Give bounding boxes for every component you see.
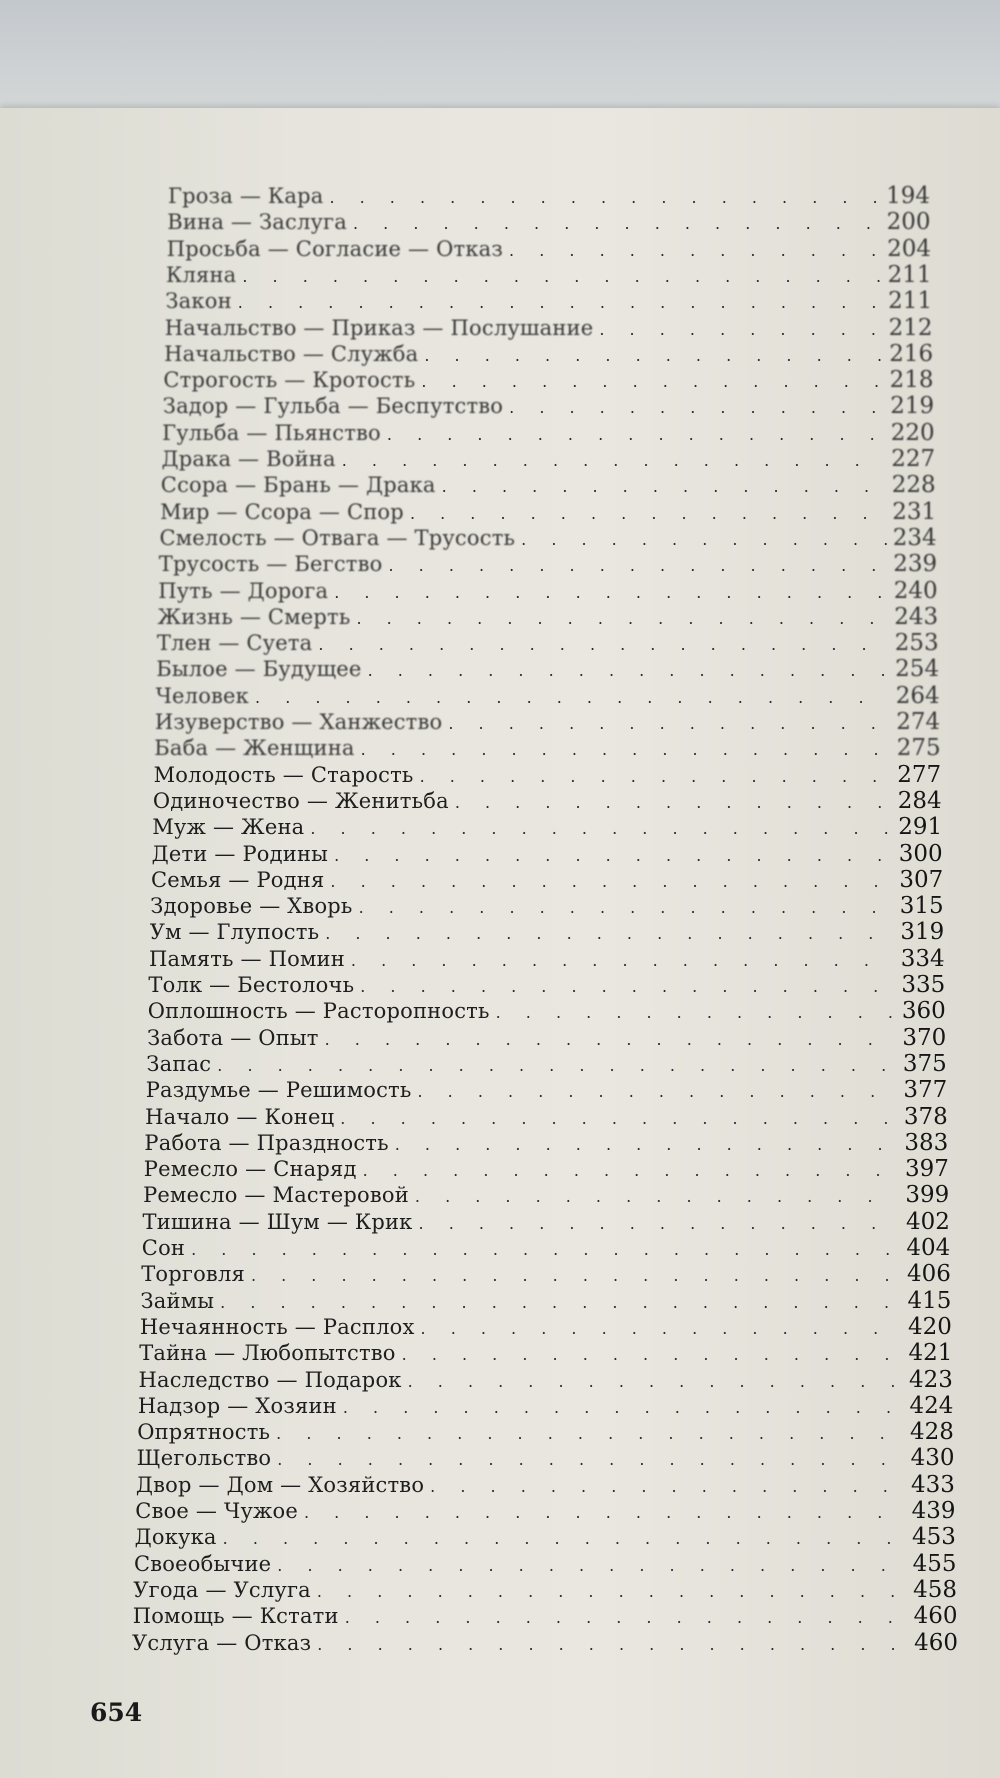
toc-entry <box>132 1630 958 1654</box>
toc-entry-page-number: 291 <box>898 814 943 841</box>
toc-entry-page-number: 275 <box>896 735 941 762</box>
toc-entry-page-number: 254 <box>895 656 940 683</box>
toc-entry-title: Щегольство <box>136 1446 272 1471</box>
toc-entry-page-number: 253 <box>894 630 939 657</box>
dot-leader <box>310 819 892 838</box>
toc-entry <box>164 341 933 365</box>
toc-entry <box>168 183 930 207</box>
dot-leader <box>343 1398 904 1417</box>
table-of-contents <box>0 108 1000 1778</box>
dot-leader <box>318 635 888 654</box>
toc-entry-title: Забота — Опыт <box>147 1025 319 1050</box>
toc-entry-page-number: 277 <box>897 761 942 788</box>
toc-entry <box>154 735 941 762</box>
book-page <box>0 108 1000 1778</box>
dot-leader <box>220 1293 901 1312</box>
dot-leader <box>455 793 892 812</box>
dot-leader <box>329 188 880 207</box>
toc-entry-title: Строгость — Кротость <box>163 368 416 393</box>
toc-entry-title: Торговля <box>141 1262 245 1287</box>
toc-entry-page-number: 274 <box>896 709 941 735</box>
toc-entry <box>143 1209 950 1233</box>
toc-entry <box>144 1130 948 1154</box>
toc-entry <box>140 1314 952 1338</box>
toc-entry-page-number: 315 <box>899 893 944 920</box>
toc-entry <box>165 288 933 315</box>
toc-entry <box>141 1288 952 1312</box>
toc-entry-title: Помощь — Кстати <box>132 1604 339 1629</box>
toc-entry <box>153 788 942 812</box>
toc-entry-title: Тишина — Шум — Крик <box>142 1209 413 1234</box>
dot-leader <box>521 530 887 549</box>
toc-entry-title: Своеобычие <box>134 1551 272 1576</box>
toc-entry-page-number: 264 <box>895 682 940 709</box>
dot-leader <box>361 740 891 759</box>
toc-entry-page-number: 231 <box>892 498 937 525</box>
toc-entry-page-number: 240 <box>893 577 938 604</box>
dot-leader <box>363 1161 899 1180</box>
toc-entry-title: Опрятность <box>137 1420 271 1445</box>
toc-entry <box>141 1261 951 1288</box>
dot-leader <box>402 1345 903 1364</box>
toc-entry-title: Изуверство — Ханжество <box>154 710 443 734</box>
toc-entry-page-number: 458 <box>913 1576 957 1603</box>
toc-entry-title: Молодость — Старость <box>153 762 414 787</box>
toc-entry-page-number: 219 <box>890 393 935 420</box>
toc-entry-page-number: 421 <box>908 1340 953 1367</box>
toc-entry-title: Былое — Будущее <box>156 657 362 682</box>
dot-leader <box>387 425 885 444</box>
toc-entry-page-number: 234 <box>892 524 937 551</box>
toc-entry-title: Тайна — Любопытство <box>139 1341 396 1366</box>
toc-entry-title: Муж — Жена <box>152 815 305 840</box>
toc-entry-title: Жизнь — Смерть <box>157 604 351 629</box>
toc-entry-page-number: 455 <box>912 1550 957 1577</box>
dot-leader <box>334 846 893 865</box>
toc-entry <box>133 1577 957 1601</box>
toc-entry-title: Человек <box>155 683 250 708</box>
toc-entry <box>158 578 938 602</box>
dot-leader <box>356 609 888 628</box>
toc-entry-title: Мир — Ссора — Спор <box>160 499 404 524</box>
dot-leader <box>418 1082 898 1101</box>
toc-entry <box>136 1445 955 1472</box>
dot-leader <box>415 1187 899 1206</box>
toc-entry-page-number: 194 <box>886 183 930 209</box>
toc-entry <box>145 1077 948 1104</box>
toc-entry-title: Гроза — Кара <box>168 184 324 208</box>
toc-entry-page-number: 424 <box>909 1392 954 1419</box>
toc-entry <box>162 420 935 444</box>
toc-entry-page-number: 239 <box>893 551 938 578</box>
toc-entry-page-number: 375 <box>902 1050 947 1077</box>
toc-entry-title: Запас <box>146 1051 212 1076</box>
dot-leader <box>317 1635 908 1654</box>
toc-entry-title: Двор — Дом — Хозяйство <box>135 1472 425 1497</box>
dot-leader <box>351 951 895 970</box>
toc-entry-title: Займы <box>140 1288 215 1313</box>
dot-leader <box>217 1056 897 1075</box>
toc-entry-title: Докука <box>134 1525 217 1550</box>
toc-entry-title: Наследство — Подарок <box>138 1367 402 1392</box>
toc-entry-title: Угода — Услуга <box>133 1577 311 1602</box>
toc-entry-title: Задор — Гульба — Беспутство <box>162 394 504 419</box>
dot-leader <box>340 1109 898 1128</box>
toc-entry <box>139 1367 953 1391</box>
toc-entry-page-number: 460 <box>913 1603 958 1630</box>
toc-entry-page-number: 218 <box>889 367 934 394</box>
toc-entry-page-number: 360 <box>901 998 946 1025</box>
toc-entry-page-number: 404 <box>906 1235 951 1261</box>
toc-entry <box>160 525 937 549</box>
toc-entry-title: Надзор — Хозяин <box>137 1393 337 1418</box>
toc-entry <box>143 1156 949 1183</box>
toc-entry-title: Тлен — Суета <box>156 631 313 656</box>
dot-leader <box>277 1450 904 1469</box>
toc-entry-page-number: 377 <box>903 1077 948 1104</box>
toc-entry-page-number: 439 <box>911 1498 956 1524</box>
toc-entry-page-number: 211 <box>887 261 932 288</box>
dot-leader <box>419 1214 900 1233</box>
toc-entry-page-number: 227 <box>891 446 936 472</box>
dot-leader <box>368 661 890 680</box>
dot-leader <box>276 1424 904 1443</box>
toc-entry <box>132 1603 958 1630</box>
toc-entry <box>147 1025 946 1049</box>
toc-entry-title: Смелость — Отвага — Трусость <box>159 525 516 550</box>
toc-entry-page-number: 420 <box>907 1313 952 1340</box>
toc-entry <box>155 709 940 733</box>
dot-leader <box>424 346 883 365</box>
toc-entry-page-number: 335 <box>901 972 946 998</box>
toc-entry-page-number: 433 <box>910 1471 955 1498</box>
toc-entry-page-number: 220 <box>890 419 935 446</box>
dot-leader <box>509 398 884 417</box>
toc-entry-page-number: 406 <box>906 1261 951 1288</box>
toc-entry <box>166 262 932 286</box>
dot-leader <box>191 1240 900 1259</box>
toc-entry-title: Начальство — Приказ — Послушание <box>164 315 594 340</box>
toc-entry-title: Толк — Бестолочь <box>148 973 355 997</box>
toc-entry <box>138 1393 954 1417</box>
dot-leader <box>421 372 883 391</box>
dot-leader <box>353 214 881 233</box>
toc-entry-title: Вина — Заслуга <box>167 210 347 235</box>
dot-leader <box>334 583 888 602</box>
toc-entry <box>152 814 943 841</box>
dot-leader <box>304 1503 906 1522</box>
toc-entry-title: Работа — Праздность <box>144 1130 389 1155</box>
toc-entry-page-number: 370 <box>902 1024 947 1051</box>
toc-entry <box>154 762 942 786</box>
toc-entry-title: Просьба — Согласие — Отказ <box>166 236 504 261</box>
toc-entry-title: Дети — Родины <box>151 841 329 866</box>
dot-leader <box>599 320 882 339</box>
toc-entry <box>139 1340 953 1367</box>
toc-entry <box>156 656 940 683</box>
dot-leader <box>359 898 894 917</box>
toc-entry-title: Трусость — Бегство <box>158 552 383 577</box>
toc-entry-title: Ремесло — Снаряд <box>143 1157 357 1182</box>
toc-entry-page-number: 212 <box>888 314 933 341</box>
toc-entry-title: Сон <box>141 1236 186 1260</box>
toc-entry <box>135 1498 955 1522</box>
toc-entry-page-number: 284 <box>897 787 942 814</box>
dot-leader <box>223 1529 906 1548</box>
toc-entry-title: Ум — Глупость <box>149 920 320 945</box>
toc-entry <box>160 499 936 523</box>
dot-leader <box>277 1556 906 1575</box>
toc-entry <box>150 893 944 920</box>
dot-leader <box>430 1477 905 1496</box>
toc-entry <box>162 446 936 470</box>
toc-entry-page-number: 399 <box>905 1182 950 1209</box>
dot-leader <box>496 1003 896 1022</box>
toc-entry-page-number: 402 <box>905 1208 950 1235</box>
toc-entry-title: Кляна <box>166 262 237 287</box>
toc-entry-title: Ремесло — Мастеровой <box>143 1183 409 1208</box>
dot-leader <box>360 977 895 996</box>
dot-leader <box>325 1030 897 1049</box>
toc-entry-title: Услуга — Отказ <box>132 1630 312 1655</box>
toc-entry-title: Нечаянность — Расплох <box>139 1314 415 1339</box>
dot-leader <box>420 767 892 786</box>
toc-entry <box>149 946 945 970</box>
toc-entry <box>152 841 943 865</box>
toc-entry-title: Семья — Родня <box>151 867 325 892</box>
toc-entry-page-number: 204 <box>887 235 931 262</box>
toc-entry-title: Гульба — Пьянство <box>162 420 381 445</box>
toc-entry-page-number: 383 <box>904 1129 949 1156</box>
dot-leader <box>442 477 886 496</box>
toc-entry-title: Баба — Женщина <box>154 736 355 761</box>
toc-entry <box>158 551 938 578</box>
toc-entry-page-number: 460 <box>914 1629 958 1656</box>
toc-entry-title: Начальство — Служба <box>164 341 419 366</box>
toc-entry-page-number: 243 <box>894 603 939 630</box>
toc-entry <box>136 1472 955 1496</box>
dot-leader <box>255 688 890 707</box>
dot-leader <box>408 1372 903 1391</box>
dot-leader <box>242 267 881 286</box>
toc-entry <box>158 604 939 628</box>
dot-leader <box>325 924 894 943</box>
toc-entry-title: Драка — Война <box>161 447 336 471</box>
toc-entry <box>143 1182 950 1209</box>
toc-entry-title: Путь — Дорога <box>158 578 329 603</box>
dot-leader <box>509 241 881 260</box>
toc-entry-title: Память — Помин <box>149 946 345 971</box>
dot-leader <box>342 451 885 470</box>
toc-entry <box>137 1419 954 1446</box>
dot-leader <box>395 1135 899 1154</box>
toc-entry <box>165 315 933 339</box>
toc-entry <box>151 867 943 891</box>
toc-entry <box>156 683 940 707</box>
dot-leader <box>448 714 890 733</box>
toc-entry-page-number: 423 <box>908 1366 953 1393</box>
toc-entry-page-number: 216 <box>889 340 934 367</box>
toc-entry <box>147 998 946 1025</box>
toc-entry <box>162 393 935 420</box>
dot-leader <box>345 1608 908 1627</box>
toc-entry-page-number: 430 <box>910 1445 955 1472</box>
toc-entry <box>134 1524 956 1551</box>
toc-entry-page-number: 307 <box>899 866 944 893</box>
toc-entry-title: Раздумье — Решимость <box>145 1078 412 1103</box>
toc-entry-page-number: 334 <box>900 945 945 972</box>
toc-entry-title: Оплошность — Расторопность <box>147 999 490 1024</box>
toc-entry <box>167 209 931 236</box>
toc-entry-page-number: 228 <box>891 472 936 499</box>
toc-entry <box>146 1051 946 1075</box>
toc-entry <box>134 1551 957 1575</box>
dot-leader <box>238 293 882 312</box>
dot-leader <box>317 1582 907 1601</box>
toc-entry-page-number: 319 <box>900 919 945 946</box>
dot-leader <box>388 556 887 575</box>
toc-entry-page-number: 378 <box>903 1103 948 1130</box>
toc-entry-page-number: 211 <box>888 288 933 315</box>
toc-entry-title: Здоровье — Хворь <box>150 894 353 919</box>
dot-leader <box>251 1266 901 1285</box>
toc-entry <box>148 972 945 996</box>
toc-entry-title: Начало — Конец <box>145 1104 335 1129</box>
toc-entry <box>149 919 945 946</box>
toc-entry-page-number: 428 <box>909 1419 954 1446</box>
toc-entry <box>156 630 939 657</box>
toc-entry-title: Ссора — Брань — Драка <box>160 473 436 498</box>
toc-entry-title: Свое — Чужое <box>135 1499 298 1523</box>
dot-leader <box>330 872 893 891</box>
toc-entry <box>142 1235 951 1259</box>
page-number-footer: 654 <box>90 1698 143 1727</box>
toc-entry <box>145 1104 948 1128</box>
toc-entry-page-number: 415 <box>907 1287 952 1314</box>
toc-entry <box>160 472 936 499</box>
toc-entry <box>167 236 931 260</box>
toc-entry-title: Одиночество — Женитьба <box>152 788 449 813</box>
toc-entry-page-number: 200 <box>886 209 931 236</box>
dot-leader <box>410 504 886 523</box>
toc-entry-page-number: 300 <box>898 840 943 867</box>
toc-entry-page-number: 453 <box>911 1524 956 1551</box>
toc-entry-title: Закон <box>165 289 232 314</box>
toc-entry <box>163 367 934 394</box>
toc-entry-page-number: 397 <box>904 1156 949 1183</box>
dot-leader <box>421 1319 902 1338</box>
